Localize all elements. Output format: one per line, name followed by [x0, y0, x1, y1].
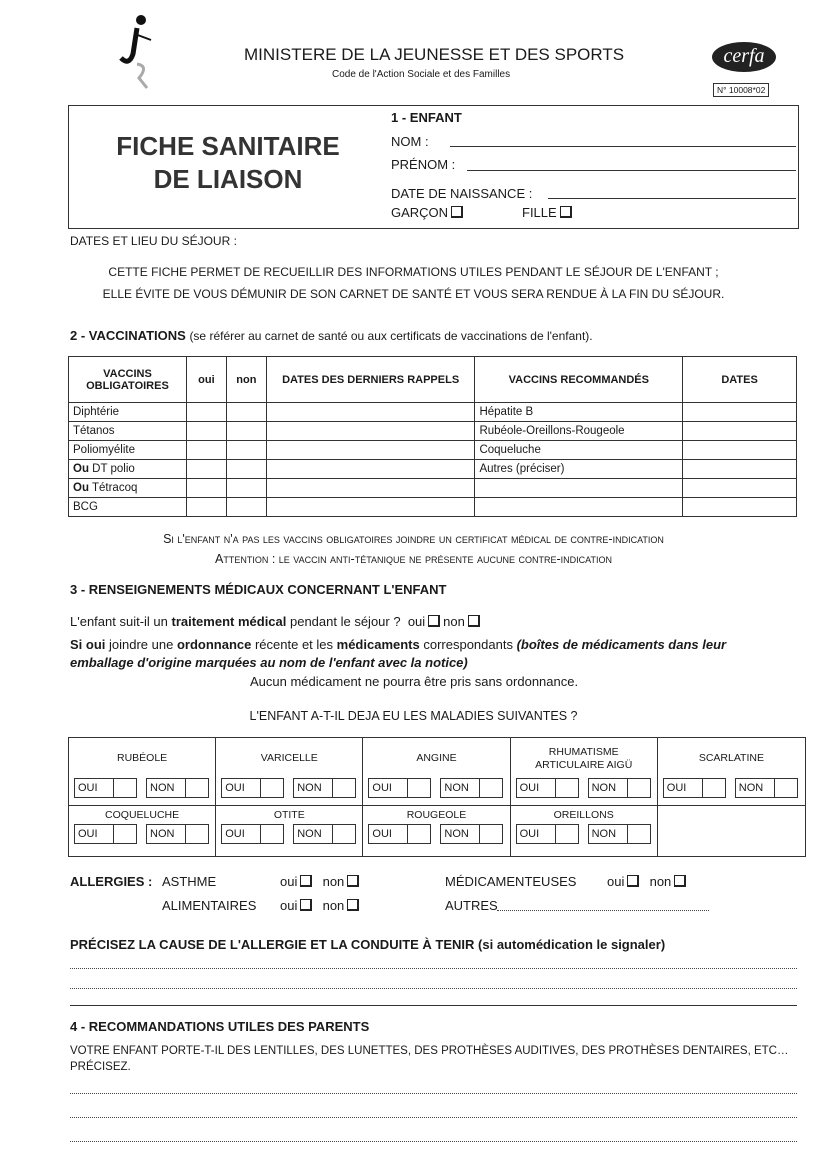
non-label: NON [444, 782, 469, 794]
dates-rappels-cell[interactable] [266, 460, 475, 479]
ordonnance: ordonnance [176, 637, 252, 652]
vaccine-note-1: Si l'enfant n'a pas les vaccins obligatoires joindre un certificat médical de contre-indication [163, 532, 664, 546]
maladie-name: COQUELUCHE [105, 809, 180, 821]
non-checkbox[interactable] [185, 825, 208, 843]
non-cell[interactable] [226, 441, 266, 460]
traitement-non-label: non [443, 614, 465, 629]
recommandation-line-1[interactable] [70, 1093, 797, 1094]
oui-checkbox[interactable] [555, 825, 578, 843]
oui-checkbox[interactable] [260, 779, 283, 797]
maladie-non-box[interactable] [735, 778, 798, 798]
traitement-non-checkbox[interactable] [468, 615, 480, 627]
col-dates-rappels: DATES DES DERNIERS RAPPELS [266, 357, 475, 403]
dates-cell[interactable] [683, 498, 797, 517]
maladie-cell [511, 806, 658, 856]
dates-cell[interactable] [683, 441, 797, 460]
maladie-cell [216, 738, 363, 806]
table-row [69, 479, 797, 498]
ministry-name: MINISTERE DE LA JEUNESSE ET DES SPORTS [244, 45, 625, 64]
maladie-oui-box[interactable] [516, 778, 579, 798]
non-label: NON [591, 782, 617, 794]
maladie-non-box[interactable] [146, 778, 209, 798]
traitement-oui-checkbox[interactable] [428, 615, 440, 627]
maladie-name: SCARLATINE [698, 752, 764, 764]
oui-label: OUI [225, 828, 245, 840]
dates-rappels-cell[interactable] [266, 479, 475, 498]
recommandation-line-2[interactable] [70, 1117, 797, 1118]
maladie-oui-box[interactable] [516, 824, 579, 844]
empty-cell [658, 806, 805, 856]
maladie-name: RHUMATISME ARTICULAIRE AIGÜ [535, 746, 633, 771]
q1-text-end: pendant le séjour ? [286, 614, 401, 629]
vaccin-obligatoire [69, 441, 187, 460]
table-row [69, 422, 797, 441]
section4-question: VOTRE ENFANT PORTE-T-IL DES LENTILLES, DES LUNETTES, DES PROTHÈSES AUDITIVES, DES PROTHÈSES DENTAIRES, ETC… [70, 1045, 789, 1057]
section2-subtitle: (se référer au carnet de santé ou aux certificats de vaccinations de l'enfant). [189, 329, 593, 343]
non-label: NON [444, 828, 469, 840]
non-label: NON [297, 828, 322, 840]
oui-cell[interactable] [186, 479, 226, 498]
form-title-line2: DE LIAISON [153, 164, 303, 194]
maladie-oui-box[interactable] [221, 824, 284, 844]
dates-cell[interactable] [683, 403, 797, 422]
maladie-cell [658, 738, 805, 806]
maladie-oui-box[interactable] [221, 778, 284, 798]
asthme-oui-label: oui [280, 874, 298, 889]
table-header [69, 357, 797, 403]
table-row [69, 441, 797, 460]
non-checkbox[interactable] [627, 825, 650, 843]
oui-checkbox[interactable] [113, 825, 136, 843]
non-label: NON [150, 782, 175, 794]
cerfa-number: N° 10008*02 [713, 83, 769, 97]
oui-checkbox[interactable] [702, 779, 725, 797]
vaccin-recommande [475, 479, 683, 498]
non-label: NON [591, 828, 617, 840]
maladie-non-box[interactable] [146, 824, 209, 844]
asthme-non-label: non [322, 874, 345, 889]
maladie-cell [69, 806, 216, 856]
form-title-line1: FICHE SANITAIRE [116, 131, 340, 161]
maladie-name: RUBÉOLE [117, 752, 168, 764]
garcon-checkbox[interactable] [451, 206, 463, 218]
dates-rappels-cell[interactable] [266, 498, 475, 517]
vaccin-obligatoire [69, 479, 187, 498]
maladie-non-box[interactable] [440, 824, 503, 844]
nom-label: NOM : [391, 134, 429, 149]
section3-heading: 3 - RENSEIGNEMENTS MÉDICAUX CONCERNANT L'ENFANT [70, 582, 447, 597]
no-medication-note: Aucun médicament ne pourra être pris sans ordonnance. [250, 674, 579, 689]
oui-label: OUI [372, 828, 392, 840]
maladie-cell [511, 738, 658, 806]
maladie-name: VARICELLE [260, 752, 318, 764]
oui-checkbox[interactable] [260, 825, 283, 843]
non-cell[interactable] [226, 403, 266, 422]
non-checkbox[interactable] [332, 825, 355, 843]
vaccin-recommande: Autres (préciser) [475, 460, 683, 479]
table-row [69, 403, 797, 422]
oui-label: OUI [519, 782, 540, 794]
vaccin-name: DT polio [88, 463, 135, 475]
non-checkbox[interactable] [479, 779, 502, 797]
fille-checkbox[interactable] [560, 206, 572, 218]
q1-text: L'enfant suit-il un [70, 614, 172, 629]
vaccin-name: Tétracoq [88, 482, 138, 494]
date-naissance-field[interactable] [548, 198, 796, 199]
maladie-oui-box[interactable] [368, 778, 431, 798]
oui-checkbox[interactable] [555, 779, 578, 797]
precisez-heading: PRÉCISEZ LA CAUSE DE L'ALLERGIE ET LA CONDUITE À TENIR [70, 937, 475, 952]
p2-text3: correspondants [419, 637, 517, 652]
maladie-oui-box[interactable] [74, 778, 137, 798]
maladie-name: ANGINE [416, 752, 457, 764]
maladie-non-box[interactable] [588, 778, 651, 798]
maladie-name: OTITE [273, 809, 305, 821]
asthme-oui-checkbox[interactable] [300, 875, 312, 887]
maladie-non-box[interactable] [293, 778, 356, 798]
vaccine-note-2: Attention : le vaccin anti-tétanique ne présente aucune contre-indication [215, 552, 612, 566]
maladie-name: ROUGEOLE [406, 809, 467, 821]
maladie-oui-box[interactable] [74, 824, 137, 844]
allergie-line-1[interactable] [70, 968, 797, 969]
vaccin-recommande: Coqueluche [475, 441, 683, 460]
date-naissance-label: DATE DE NAISSANCE : [391, 186, 533, 201]
cerfa-logo: cerfa [712, 42, 776, 72]
maladie-cell [363, 806, 510, 856]
precisez-note: (si automédication le signaler) [478, 937, 666, 952]
alim-non-label: non [322, 898, 345, 913]
p2-italic1: (boîtes de médicaments dans leur [516, 637, 727, 652]
si-oui: Si oui [70, 637, 106, 652]
non-cell[interactable] [226, 422, 266, 441]
dates-rappels-cell[interactable] [266, 403, 475, 422]
garcon-label: GARÇON [391, 205, 449, 220]
medicaments: médicaments [336, 637, 420, 652]
ministry-logo-icon [115, 14, 160, 99]
non-label: NON [738, 782, 764, 794]
oui-cell[interactable] [186, 498, 226, 517]
oui-checkbox[interactable] [407, 779, 430, 797]
maladie-cell [363, 738, 510, 806]
vaccin-obligatoire [69, 403, 187, 422]
prenom-label: PRÉNOM : [391, 157, 456, 172]
alimentaires-label: ALIMENTAIRES [162, 898, 257, 913]
vaccin-name: Poliomyélite [73, 444, 135, 456]
col-recommandes: VACCINS RECOMMANDÉS [475, 357, 683, 403]
table-row [69, 498, 797, 517]
oui-cell[interactable] [186, 422, 226, 441]
code-reference: Code de l'Action Sociale et des Familles [332, 69, 511, 80]
non-checkbox[interactable] [185, 779, 208, 797]
allergie-line-2[interactable] [70, 988, 797, 989]
prenom-field[interactable] [467, 170, 796, 171]
maladie-name: OREILLONS [553, 809, 614, 821]
non-cell[interactable] [226, 479, 266, 498]
vaccin-name: BCG [73, 501, 98, 513]
medicamenteuses-label: MÉDICAMENTEUSES [445, 874, 577, 889]
oui-cell[interactable] [186, 441, 226, 460]
oui-checkbox[interactable] [407, 825, 430, 843]
autres-field[interactable] [497, 910, 709, 911]
dates-rappels-cell[interactable] [266, 422, 475, 441]
oui-label: OUI [519, 828, 540, 840]
non-label: NON [297, 782, 322, 794]
p2-text2: récente et les [251, 637, 337, 652]
vaccin-recommande: Hépatite B [475, 403, 683, 422]
alim-oui-checkbox[interactable] [300, 899, 312, 911]
non-cell[interactable] [226, 460, 266, 479]
section4-heading: 4 - RECOMMANDATIONS UTILES DES PARENTS [70, 1019, 370, 1034]
alim-non-checkbox[interactable] [347, 899, 359, 911]
maladies-grid [68, 737, 806, 857]
vaccin-prefix: Ou [73, 482, 89, 494]
vaccin-prefix: Ou [73, 463, 89, 475]
medic-oui-label: oui [607, 874, 625, 889]
maladie-oui-box[interactable] [368, 824, 431, 844]
non-checkbox[interactable] [774, 779, 797, 797]
oui-label: OUI [78, 782, 98, 794]
oui-label: OUI [666, 782, 687, 794]
dates-cell[interactable] [683, 479, 797, 498]
col-oui: oui [186, 357, 226, 403]
p2-text: joindre une [105, 637, 177, 652]
vaccin-name: Tétanos [73, 425, 115, 437]
oui-label: OUI [78, 828, 98, 840]
non-checkbox[interactable] [479, 825, 502, 843]
oui-label: OUI [225, 782, 245, 794]
asthme-label: ASTHME [162, 874, 217, 889]
vaccin-obligatoire [69, 422, 187, 441]
medic-non-label: non [649, 874, 672, 889]
allergies-label: ALLERGIES : [70, 874, 153, 889]
non-label: NON [150, 828, 175, 840]
q1-bold: traitement médical [171, 614, 287, 629]
p2-italic2: emballage d'origine marquées au nom de l'enfant avec la notice) [70, 655, 468, 670]
col-obligatoires: VACCINS OBLIGATOIRES [69, 357, 187, 403]
vaccin-name: Diphtérie [73, 406, 120, 418]
vaccinations-table [68, 356, 797, 517]
recommandation-line-3[interactable] [70, 1141, 797, 1142]
vaccin-obligatoire [69, 460, 187, 479]
maladie-non-box[interactable] [588, 824, 651, 844]
maladie-oui-box[interactable] [663, 778, 726, 798]
allergie-line-3[interactable] [70, 1005, 797, 1006]
nom-field[interactable] [450, 146, 796, 147]
section1-heading: 1 - ENFANT [391, 110, 462, 125]
section4-precisez: PRÉCISEZ. [70, 1061, 131, 1073]
non-cell[interactable] [226, 498, 266, 517]
col-dates: DATES [683, 357, 797, 403]
dates-rappels-cell[interactable] [266, 441, 475, 460]
dates-cell[interactable] [683, 460, 797, 479]
dates-cell[interactable] [683, 422, 797, 441]
intro-line2: ELLE ÉVITE DE VOUS DÉMUNIR DE SON CARNET DE SANTÉ ET VOUS SERA RENDUE À LA FIN DU SÉJOUR. [102, 287, 725, 301]
maladie-non-box[interactable] [440, 778, 503, 798]
section2-heading: 2 - VACCINATIONS [70, 328, 186, 343]
oui-label: OUI [372, 782, 392, 794]
maladie-cell [216, 806, 363, 856]
medic-non-checkbox[interactable] [674, 875, 686, 887]
sejour-label: DATES ET LIEU DU SÉJOUR : [70, 234, 237, 248]
oui-cell[interactable] [186, 403, 226, 422]
non-checkbox[interactable] [627, 779, 650, 797]
vaccin-obligatoire [69, 498, 187, 517]
oui-cell[interactable] [186, 460, 226, 479]
non-checkbox[interactable] [332, 779, 355, 797]
asthme-non-checkbox[interactable] [347, 875, 359, 887]
intro-line1: CETTE FICHE PERMET DE RECUEILLIR DES INFORMATIONS UTILES PENDANT LE SÉJOUR DE L'ENFANT ; [108, 265, 719, 279]
maladie-non-box[interactable] [293, 824, 356, 844]
table-row [69, 460, 797, 479]
maladies-question: L'ENFANT A-T-IL DEJA EU LES MALADIES SUIVANTES ? [249, 709, 578, 723]
medic-oui-checkbox[interactable] [627, 875, 639, 887]
col-non: non [226, 357, 266, 403]
traitement-oui-label: oui [407, 614, 426, 629]
oui-checkbox[interactable] [113, 779, 136, 797]
vaccin-recommande [475, 498, 683, 517]
maladie-cell [69, 738, 216, 806]
fille-label: FILLE [522, 205, 557, 220]
alim-oui-label: oui [280, 898, 298, 913]
vaccin-recommande: Rubéole-Oreillons-Rougeole [475, 422, 683, 441]
autres-label: AUTRES [445, 898, 498, 913]
